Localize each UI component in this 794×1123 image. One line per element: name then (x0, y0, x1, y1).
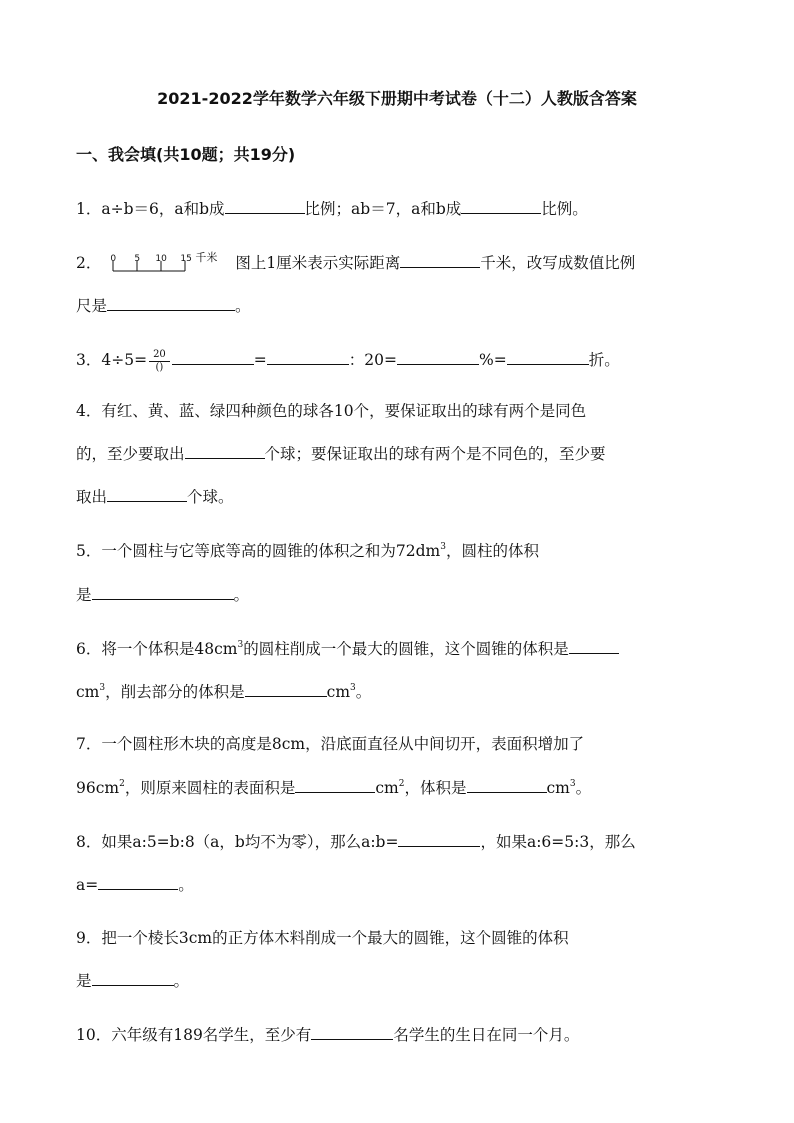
map-scale-bar (109, 253, 221, 275)
answer-blank[interactable] (507, 348, 589, 365)
answer-blank[interactable] (172, 348, 254, 365)
question-4-line-3 (76, 485, 234, 508)
q10-text-a: 10．六年级有189名学生，至少有 (76, 1026, 312, 1044)
answer-blank[interactable] (398, 830, 480, 847)
question-9 (76, 927, 569, 949)
q3-text-e: 折。 (588, 351, 620, 369)
q2-text-a: 图上1厘米表示实际距离 (235, 254, 401, 272)
answer-blank[interactable] (311, 1023, 393, 1040)
q1-text-c: 比例。 (541, 200, 588, 218)
superscript: 2 (398, 779, 405, 789)
page-title: 2021-2022学年数学六年级下册期中考试卷（十二）人教版含答案 (157, 89, 637, 108)
question-6-line-2 (76, 680, 371, 703)
superscript: 3 (569, 779, 576, 789)
q7-text-2c: cm (375, 779, 399, 797)
fraction-denominator: () (155, 361, 164, 373)
section-heading: 一、我会填(共10题；共19分) (76, 145, 296, 164)
q7-text-2d: ，体积是 (404, 779, 467, 797)
answer-blank[interactable] (569, 637, 619, 654)
q2-text-c: 尺是 (76, 297, 108, 315)
question-5-line-2 (76, 583, 249, 606)
fraction-numerator: 20 (149, 349, 170, 362)
answer-blank[interactable] (107, 485, 187, 502)
q4-text-3b: 个球。 (187, 488, 234, 506)
question-1 (76, 197, 588, 220)
q4-text-2a: 的，至少要取出 (76, 445, 185, 463)
q10-text-b: 名学生的生日在同一个月。 (393, 1026, 580, 1044)
answer-blank[interactable] (397, 348, 479, 365)
answer-blank[interactable] (92, 583, 234, 600)
q3-text-b: = (253, 351, 267, 369)
q2-text-b: 千米，改写成数值比例 (480, 254, 636, 272)
q6-text-2c: cm (326, 683, 351, 701)
answer-blank[interactable] (400, 251, 480, 268)
answer-blank[interactable] (185, 442, 265, 459)
superscript: 3 (99, 683, 106, 693)
question-3 (76, 348, 620, 374)
q6-text-2d: 。 (355, 683, 372, 701)
superscript: 3 (350, 683, 356, 693)
question-2 (76, 251, 635, 275)
superscript: 3 (440, 542, 446, 552)
q3-text-c: ：20= (348, 351, 398, 369)
question-8-line-2 (76, 873, 194, 896)
scale-tick-label: 15 (180, 254, 192, 264)
q7-text-2f: 。 (575, 779, 592, 797)
scale-tick-label: 5 (134, 254, 141, 264)
q5-text-1a: 5．一个圆柱与它等底等高的圆锥的体积之和为72dm (76, 542, 441, 560)
q4-line-1: 4．有红、黄、蓝、绿四种颜色的球各10个，要保证取出的球有两个是同色 (76, 402, 587, 420)
q3-text-a: 3．4÷5= (76, 351, 148, 369)
answer-blank[interactable] (92, 969, 174, 986)
q2-text-d: 。 (235, 297, 251, 315)
q7-text-2b: ，则原来圆柱的表面积是 (124, 779, 296, 797)
q7-text-2a: 96cm (76, 779, 120, 797)
q1-text-b: 比例；ab＝7，a和b成 (304, 200, 462, 218)
q1-text-a: 1．a÷b＝6，a和b成 (76, 200, 225, 218)
superscript: 3 (237, 640, 244, 650)
q8-text-1a: 8．如果a:5=b:8（a，b均不为零），那么a:b= (76, 833, 399, 851)
answer-blank[interactable] (107, 294, 235, 311)
answer-blank[interactable] (98, 873, 178, 890)
q4-text-2b: 个球；要保证取出的球有两个是不同色的，至少要 (264, 445, 606, 463)
question-4 (76, 400, 586, 422)
q9-line-1: 9．把一个棱长3cm的正方体木料削成一个最大的圆锥，这个圆锥的体积 (76, 929, 569, 947)
q4-text-3a: 取出 (76, 488, 108, 506)
q8-text-2a: a= (76, 876, 99, 894)
q8-text-1b: ，如果a:6=5:3，那么 (480, 833, 636, 851)
question-10 (76, 1023, 579, 1046)
q8-text-2b: 。 (178, 876, 194, 894)
q5-text-2a: 是 (76, 586, 92, 604)
q6-text-2b: ，削去部分的体积是 (105, 683, 245, 701)
scale-tick-label: 0 (110, 254, 117, 264)
fraction (149, 349, 170, 374)
superscript: 2 (119, 779, 125, 789)
question-8 (76, 830, 636, 853)
answer-blank[interactable] (267, 348, 349, 365)
q7-line-1: 7．一个圆柱形木块的高度是8cm，沿底面直径从中间切开，表面积增加了 (76, 735, 585, 753)
q9-text-2a: 是 (76, 972, 92, 990)
q2-number: 2． (76, 254, 102, 272)
question-9-line-2 (76, 969, 189, 992)
q5-text-2b: 。 (233, 586, 250, 604)
answer-blank[interactable] (461, 197, 541, 214)
answer-blank[interactable] (245, 680, 327, 697)
question-4-line-2 (76, 442, 606, 465)
answer-blank[interactable] (467, 776, 547, 793)
q7-text-2e: cm (546, 779, 570, 797)
q3-text-d: %= (479, 351, 507, 369)
q6-text-1a: 6．将一个体积是48cm (76, 640, 238, 658)
q5-text-1b: ，圆柱的体积 (445, 542, 539, 560)
question-2-line-2 (76, 294, 251, 317)
scale-tick-label: 10 (155, 254, 167, 264)
q6-text-1b: 的圆柱削成一个最大的圆锥，这个圆锥的体积是 (243, 640, 569, 658)
question-6 (76, 637, 619, 660)
question-7 (76, 733, 584, 755)
answer-blank[interactable] (225, 197, 305, 214)
q6-text-2a: cm (76, 683, 100, 701)
q9-text-2b: 。 (173, 972, 190, 990)
question-5 (76, 540, 539, 562)
answer-blank[interactable] (295, 776, 375, 793)
question-7-line-2 (76, 776, 591, 799)
scale-unit-label: 千米 (195, 251, 218, 264)
